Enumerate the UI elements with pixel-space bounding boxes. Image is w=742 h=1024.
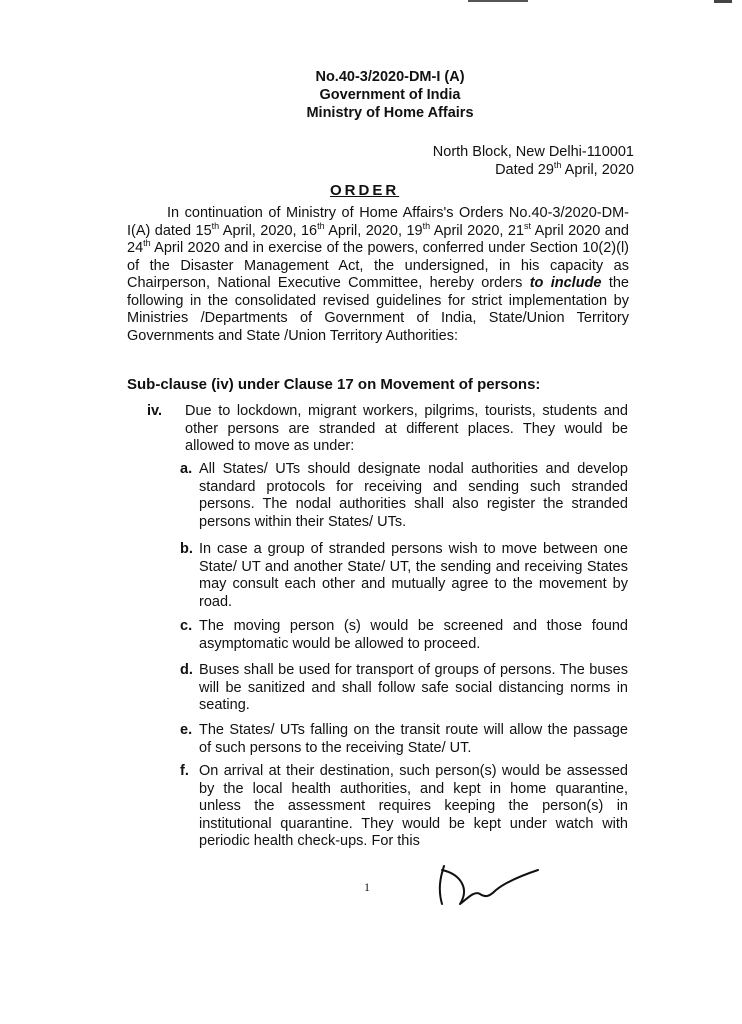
government-name: Government of India <box>319 87 461 103</box>
file-number: No.40-3/2020-DM-I (A) <box>315 69 465 85</box>
item-label: b. <box>180 541 193 557</box>
list-item <box>180 763 628 851</box>
item-text: On arrival at their destination, such person(s) would be assessed by the local health authorities, and kept in home quarantine, unless the assessment requires keeping the person(s) in institutional quarantine. They would be kept under watch with periodic health check-ups. For this <box>199 763 628 849</box>
item-text: All States/ UTs should designate nodal authorities and develop standard protocols for receiving and sending such stranded persons. The nodal authorities shall also register the stranded persons within their States/ UTs. <box>199 461 628 530</box>
list-item <box>180 461 628 531</box>
list-item <box>180 722 628 757</box>
scan-artifact-line <box>468 0 528 2</box>
list-item <box>180 541 628 611</box>
order-date: Dated 29th April, 2020 <box>495 160 634 178</box>
item-label: e. <box>180 722 193 738</box>
ministry-name: Ministry of Home Affairs <box>306 105 474 121</box>
clause-iv-text: Due to lockdown, migrant workers, pilgrims, tourists, students and other persons are stranded at different places. They would be allowed to move as under: <box>185 403 628 454</box>
item-label: d. <box>180 662 193 678</box>
office-address: North Block, New Delhi-110001 <box>432 144 634 160</box>
item-label: c. <box>180 618 193 634</box>
item-text: The moving person (s) would be screened and those found asymptomatic would be allowed to proceed. <box>199 618 628 652</box>
scan-artifact-mark <box>714 0 732 3</box>
list-item <box>180 662 628 715</box>
page-number: 1 <box>364 880 370 894</box>
item-text: In case a group of stranded persons wish to move between one State/ UT and another State/ UT, the sending and receiving States may consult each other and mutually agree to the movement by road. <box>199 541 628 610</box>
item-label: f. <box>180 763 189 779</box>
clause-iv-label: iv. <box>147 403 163 419</box>
item-text: Buses shall be used for transport of groups of persons. The buses will be sanitized and shall follow safe social distancing norms in seating. <box>199 662 628 713</box>
order-title: ORDER <box>330 182 400 199</box>
list-item <box>180 618 628 653</box>
item-label: a. <box>180 461 193 477</box>
subclause-heading: Sub-clause (iv) under Clause 17 on Movement of persons: <box>127 376 541 393</box>
signature <box>430 860 550 910</box>
emphasis-to-include: to include <box>529 275 602 291</box>
item-text: The States/ UTs falling on the transit route will allow the passage of such persons to the receiving State/ UT. <box>199 722 628 756</box>
intro-paragraph: In continuation of Ministry of Home Affairs's Orders No.40-3/2020-DM-I(A) dated 15th April, 2020, 16th April, 2020, 19th April 2020, 21st April 2020 and 24th April 2020 and in exercise of the powers, conferred under Section 10(2)(l) of the Disaster Management Act, the undersigned, in his capacity as Chairperson, National Executive Committee, hereby orders to include the following in the consolidated revised guidelines for strict implementation by Ministries /Departments of Government of India, State/Union Territory Governments and State /Union Territory Authorities: <box>127 205 629 344</box>
